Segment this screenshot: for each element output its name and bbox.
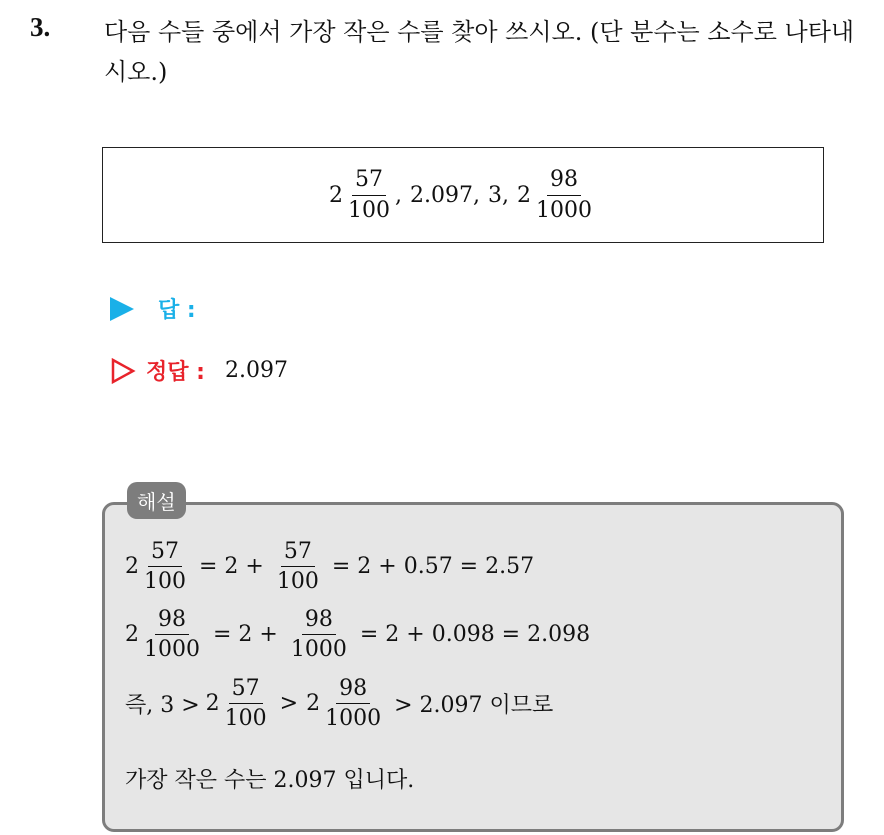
denominator: 100 xyxy=(348,197,390,223)
solution-line-4: 가장 작은 수는 2.097 입니다. xyxy=(125,768,415,793)
mixed-number xyxy=(125,608,205,661)
whole-part: 2 xyxy=(205,691,220,717)
solution-line-2 xyxy=(125,608,598,661)
whole-part: 2 xyxy=(516,182,531,208)
numerator: 57 xyxy=(352,168,386,195)
decimal-number: 2.097 xyxy=(410,182,473,208)
fraction xyxy=(274,540,322,593)
numerator: 98 xyxy=(302,608,336,635)
solution-line-1 xyxy=(125,540,542,593)
equation-part: = 2 + xyxy=(213,622,278,648)
denominator: 100 xyxy=(224,706,267,732)
answer-row xyxy=(110,293,196,324)
whole-part: 2 xyxy=(329,182,343,208)
integer-number: 3 xyxy=(487,182,502,208)
numerator: 57 xyxy=(229,677,263,704)
denominator: 100 xyxy=(276,569,319,595)
mixed-number-2 xyxy=(517,168,597,221)
question-number: 3. xyxy=(30,12,51,42)
fraction xyxy=(322,677,384,730)
fraction xyxy=(141,608,203,661)
correct-answer-label: 정답 : xyxy=(146,360,205,385)
equation-part: = 2 + 0.098 = 2.098 xyxy=(359,622,591,648)
separator: , xyxy=(501,182,509,208)
denominator: 100 xyxy=(144,569,186,595)
mixed-number xyxy=(125,540,191,593)
numerator: 98 xyxy=(547,168,581,195)
whole-part: 2 xyxy=(125,554,139,580)
mixed-number xyxy=(306,677,386,730)
fraction xyxy=(533,168,595,221)
fraction xyxy=(288,608,350,661)
denominator: 1000 xyxy=(535,197,592,223)
solution-line-3 xyxy=(125,677,561,730)
separator: , xyxy=(395,182,402,208)
denominator: 1000 xyxy=(144,637,200,663)
numerator: 57 xyxy=(148,540,182,567)
outline-triangle-icon xyxy=(110,358,136,384)
solution-tab-label: 해설 xyxy=(127,482,186,519)
whole-part: 2 xyxy=(125,622,139,648)
comparison-symbol: > xyxy=(279,691,299,717)
whole-part: 2 xyxy=(306,691,321,717)
comparison-suffix: > 2.097 이므로 xyxy=(394,693,554,719)
equation-part: = 2 + 0.57 = 2.57 xyxy=(331,554,535,580)
denominator: 1000 xyxy=(325,706,382,732)
denominator: 1000 xyxy=(290,637,347,663)
numerator: 98 xyxy=(155,608,189,635)
fraction xyxy=(141,540,189,593)
fraction xyxy=(222,677,270,730)
play-triangle-icon xyxy=(110,297,134,321)
mixed-number xyxy=(206,677,272,730)
correct-answer-value: 2.097 xyxy=(224,358,288,383)
correct-answer-row xyxy=(110,355,288,386)
numerator: 57 xyxy=(281,540,315,567)
comparison-prefix: 즉, 3 > xyxy=(125,693,200,719)
given-numbers-box xyxy=(102,147,824,243)
separator: , xyxy=(472,182,480,208)
equation-part: = 2 + xyxy=(199,554,264,580)
mixed-number-1 xyxy=(329,168,395,221)
answer-label: 답 : xyxy=(158,298,196,323)
question-text: 다음 수들 중에서 가장 작은 수를 찾아 쓰시오. (단 분수는 소수로 나타내시오.) xyxy=(104,18,855,86)
numerator: 98 xyxy=(336,677,370,704)
fraction xyxy=(345,168,393,221)
